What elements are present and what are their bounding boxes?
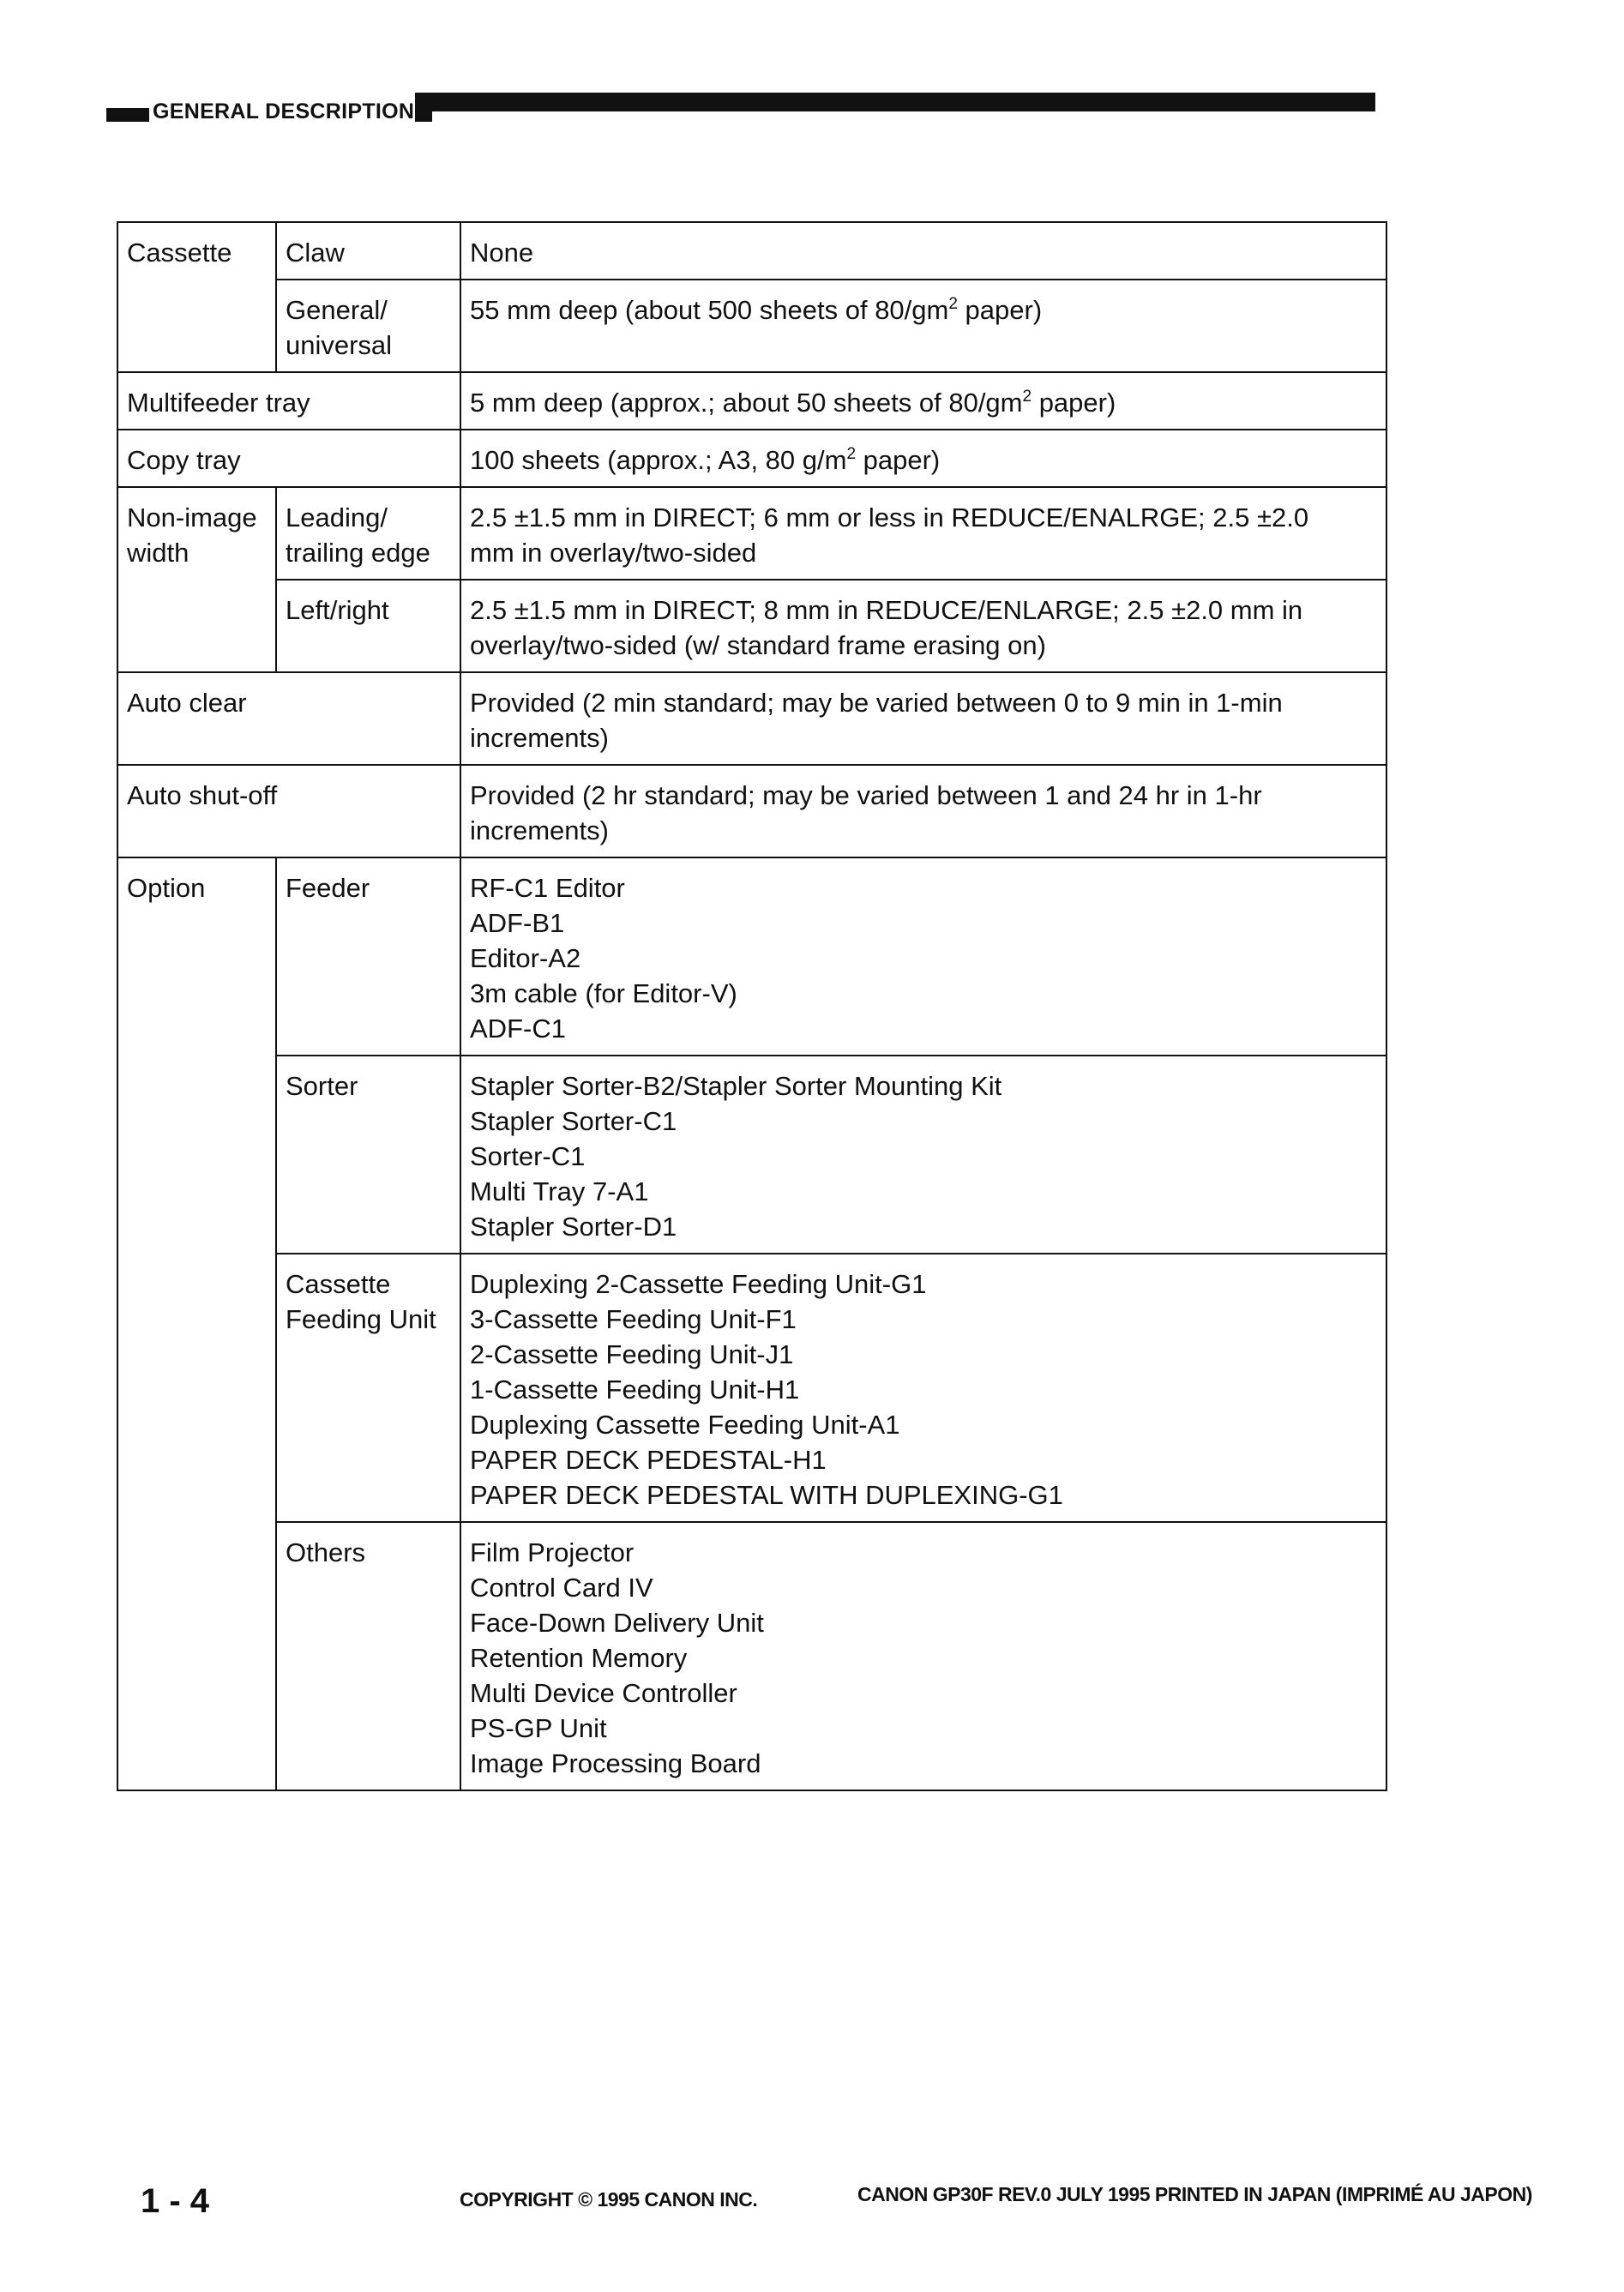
header-lead-bar <box>106 108 149 122</box>
table-row <box>117 580 1386 672</box>
row-label-non-image-width: Non-image width <box>117 487 276 672</box>
list-item: Editor-A2 <box>470 943 581 973</box>
table-row <box>117 1056 1386 1254</box>
list-item: 3-Cassette Feeding Unit-F1 <box>470 1304 797 1334</box>
value-feeder-list <box>460 857 1386 1056</box>
table-row <box>117 672 1386 765</box>
value-general-universal: 55 mm deep (about 500 sheets of $80/gm^2$ paper) <box>460 280 1386 372</box>
value-claw: None <box>460 222 1386 280</box>
list-item: PAPER DECK PEDESTAL-H1 <box>470 1445 827 1475</box>
sub-label-leading-trailing: Leading/ trailing edge <box>276 487 460 580</box>
value-others-list <box>460 1522 1386 1790</box>
list-item: 2-Cassette Feeding Unit-J1 <box>470 1339 794 1369</box>
list-item: Multi Device Controller <box>470 1678 737 1708</box>
table-row <box>117 857 1386 1056</box>
list-item: Retention Memory <box>470 1643 688 1673</box>
value-multifeeder: 5 mm deep (approx.; about 50 sheets of $80/gm^2$ paper) <box>460 372 1386 430</box>
sub-label-feeder: Feeder <box>276 857 460 1056</box>
list-item: ADF-C1 <box>470 1014 566 1044</box>
row-label-cassette: Cassette <box>117 222 276 372</box>
list-item: PS-GP Unit <box>470 1713 607 1743</box>
list-item: Duplexing Cassette Feeding Unit-A1 <box>470 1410 900 1440</box>
table-row <box>117 372 1386 430</box>
page-number: 1 - 4 <box>141 2182 210 2220</box>
sub-label-others: Others <box>276 1522 460 1790</box>
row-label-multifeeder: Multifeeder tray <box>117 372 460 430</box>
sub-label-left-right: Left/right <box>276 580 460 672</box>
value-cassette-feeding-list <box>460 1254 1386 1522</box>
list-item: Film Projector <box>470 1537 635 1567</box>
list-item: ADF-B1 <box>470 908 565 938</box>
table-row <box>117 765 1386 857</box>
row-label-copy-tray: Copy tray <box>117 430 460 487</box>
header-rule-join <box>415 110 432 122</box>
value-copy-tray: 100 sheets (approx.; A3, 80 $g/m^2$ paper) <box>460 430 1386 487</box>
row-label-auto-clear: Auto clear <box>117 672 460 765</box>
row-label-option: Option <box>117 857 276 1790</box>
list-item: Stapler Sorter-D1 <box>470 1212 677 1242</box>
section-header <box>106 91 1375 125</box>
list-item: PAPER DECK PEDESTAL WITH DUPLEXING-G1 <box>470 1480 1063 1510</box>
sub-label-general-universal: General/ universal <box>276 280 460 372</box>
section-title: GENERAL DESCRIPTION <box>153 99 415 123</box>
list-item: Multi Tray 7-A1 <box>470 1176 649 1206</box>
list-item: Image Processing Board <box>470 1748 761 1778</box>
table-row <box>117 430 1386 487</box>
table-row <box>117 1522 1386 1790</box>
value-auto-shutoff: Provided (2 hr standard; may be varied between 1 and 24 hr in 1-hr increments) <box>460 765 1386 857</box>
list-item: Sorter-C1 <box>470 1141 586 1171</box>
table-row <box>117 280 1386 372</box>
value-leading-trailing: 2.5 ±1.5 mm in DIRECT; 6 mm or less in REDUCE/ENALRGE; 2.5 ±2.0 mm in overlay/two-sided <box>460 487 1386 580</box>
copyright-notice: COPYRIGHT © 1995 CANON INC. <box>460 2188 758 2211</box>
edition-notice: CANON GP30F REV.0 JULY 1995 PRINTED IN JAPAN (IMPRIMÉ AU JAPON) <box>857 2183 1532 2205</box>
header-rule <box>415 93 1375 111</box>
list-item: 1-Cassette Feeding Unit-H1 <box>470 1375 800 1405</box>
list-item: RF-C1 Editor <box>470 873 625 903</box>
list-item: Stapler Sorter-B2/Stapler Sorter Mounting Kit <box>470 1071 1002 1101</box>
row-label-auto-shutoff: Auto shut-off <box>117 765 460 857</box>
specifications-table <box>117 221 1387 1791</box>
value-sorter-list <box>460 1056 1386 1254</box>
table-row <box>117 487 1386 580</box>
sub-label-claw: Claw <box>276 222 460 280</box>
value-left-right: 2.5 ±1.5 mm in DIRECT; 8 mm in REDUCE/ENLARGE; 2.5 ±2.0 mm in overlay/two-sided (w/ standard frame erasing on) <box>460 580 1386 672</box>
value-auto-clear: Provided (2 min standard; may be varied between 0 to 9 min in 1-min increments) <box>460 672 1386 765</box>
table-row <box>117 222 1386 280</box>
list-item: Control Card IV <box>470 1573 653 1603</box>
table-row <box>117 1254 1386 1522</box>
list-item: Duplexing 2-Cassette Feeding Unit-G1 <box>470 1269 927 1299</box>
sub-label-sorter: Sorter <box>276 1056 460 1254</box>
list-item: Face-Down Delivery Unit <box>470 1608 764 1638</box>
list-item: 3m cable (for Editor-V) <box>470 978 737 1008</box>
list-item: Stapler Sorter-C1 <box>470 1106 677 1136</box>
sub-label-cassette-feeding-unit: Cassette Feeding Unit <box>276 1254 460 1522</box>
